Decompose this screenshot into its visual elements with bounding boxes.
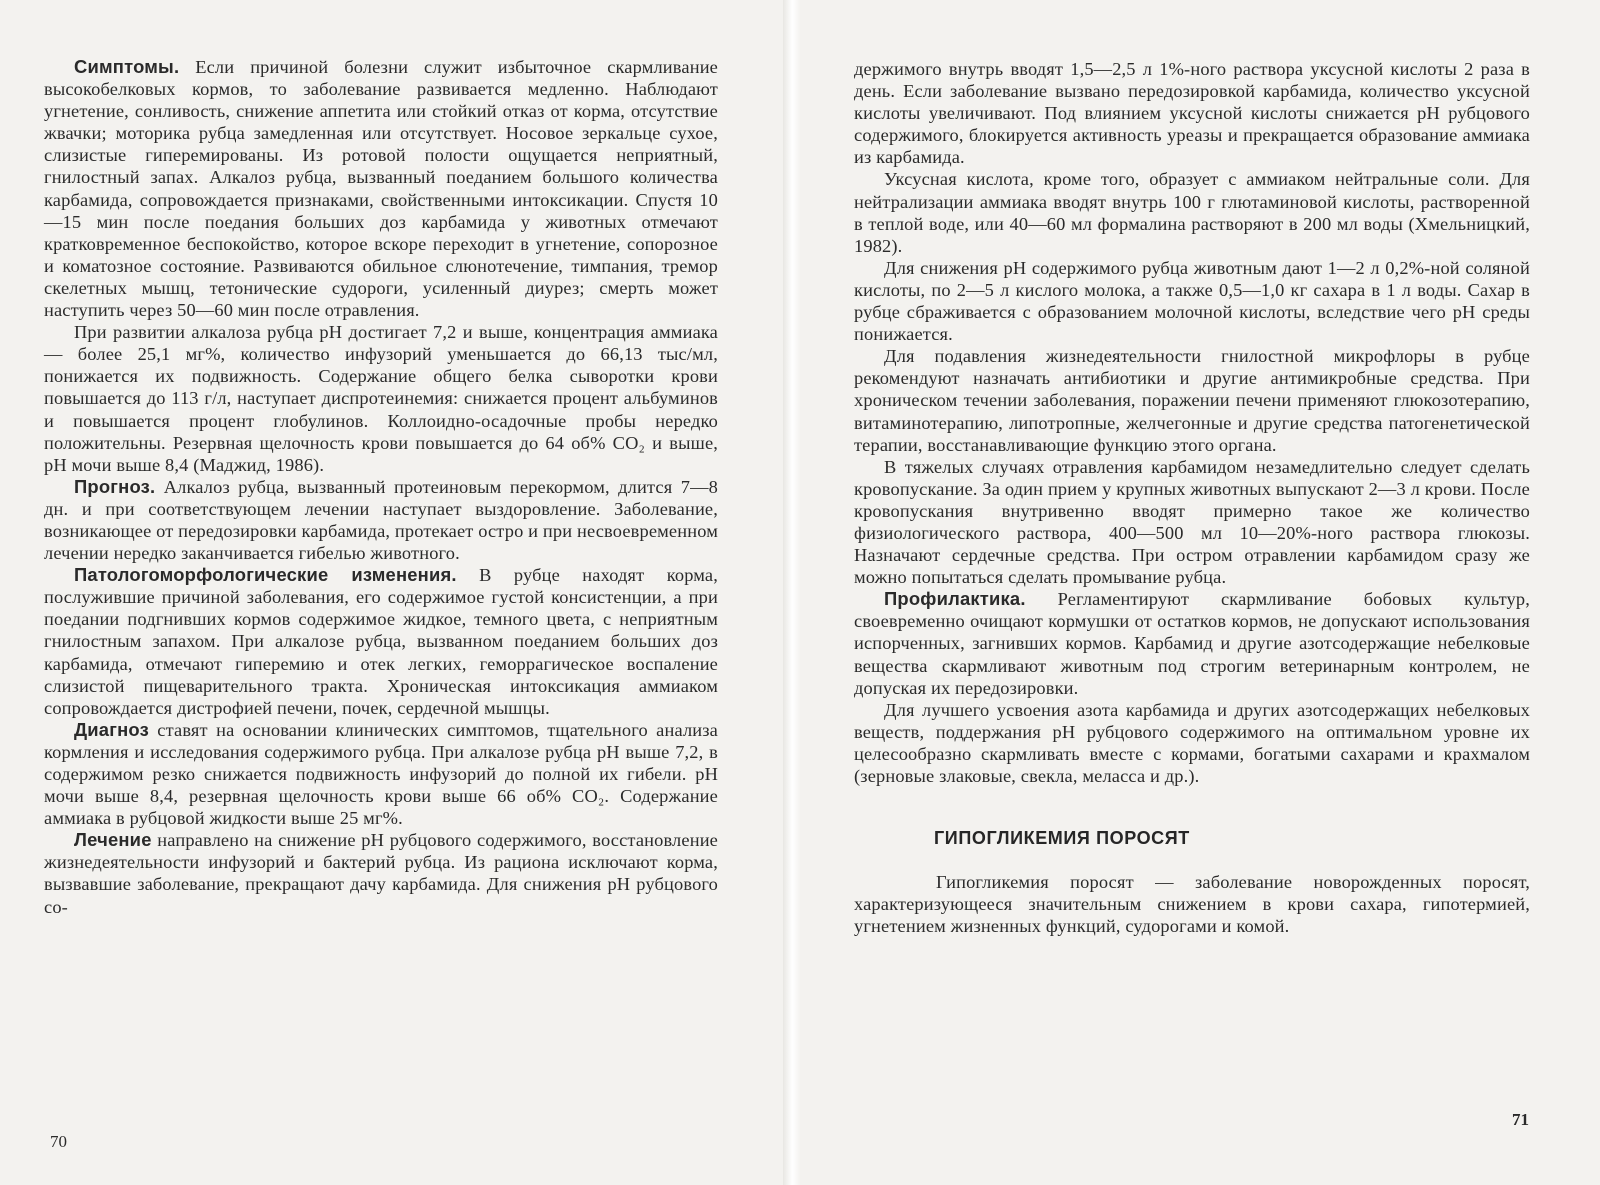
paragraph-text: В рубце находят корма, послужившие причиной заболевания, его содержимое густой консистенции, а при поедании подгнивших кормов содержимое жидкое, темного цвета, с неприятным гнилостным запахом. При алкалозе рубца, вызванном поеданием больших доз карбамида, отмечают гиперемию и отек легких, геморрагическое воспаление слизистой пищеварительного тракта. Хроническая интоксикация аммиаком сопровождается дистрофией печени, почек, сердечной мышцы.: [44, 565, 718, 718]
paragraph-text: Регламентируют скармливание бобовых культур, своевременно очищают кормушки от остатков кормов, не допускают использования испорченных, загнивших кормов. Карбамид и другие азотсодержащие небелковые вещества скармливают животным под строгим ветеринарным контролем, не допуская их передозировки.: [854, 589, 1530, 698]
page-number-left: 70: [50, 1132, 67, 1151]
paragraph-text: Если причиной болезни служит избыточное скармливание высокобелковых кормов, то заболевание развивается медленно. Наблюдают угнетение, сонливость, снижение аппетита или стойкий отказ от корма, отсутствие жвачки; моторика рубца замедленная или отсутствует. Носовое зеркальце сухое, слизистые гиперемированы. Из ротовой полости ощущается неприятный, гнилостный запах. Алкалоз рубца, вызванный поеданием большого количества карбамида, сопровождается признаками, свойственными интоксикации. Спустя 10—15 мин после поедания больших доз карбамида у животных отмечают кратковременное беспокойство, которое вскоре переходит в угнетение, сопорозное и коматозное состояние. Развиваются обильное слюнотечение, тимпания, тремор скелетных мышц, тетонические судороги, усиленный диурез; смерть может наступить через 50—60 мин после отравления.: [44, 57, 718, 321]
paragraph-text: держимого внутрь вводят 1,5—2,5 л 1%-ного раствора уксусной кислоты 2 раза в день. Если заболевание вызвано передозировкой карбамида, количество уксусной кислоты увеличивают. Под влиянием уксусной кислоты снижается pH рубцового содержимого, блокируется активность уреазы и прекращается образование аммиака из карбамида.: [854, 59, 1530, 168]
paragraph-text: Уксусная кислота, кроме того, образует с аммиаком нейтральные соли. Для нейтрализации аммиака вводят внутрь 100 г глютаминовой кислоты, растворенной в теплой воде, или 40—60 мл формалина растворяют в 200 мл воды (Хмельницкий, 1982).: [854, 169, 1530, 256]
paragraph-text: В тяжелых случаях отравления карбамидом незамедлительно следует сделать кровопускание. За один прием у крупных животных выпускают 2—3 л крови. После кровопускания внутривенно вводят примерно такое же количество физиологического раствора, 400—500 мл 10—20%-ного раствора глюкозы. Назначают сердечные средства. При остром отравлении карбамидом сразу же можно попытаться сделать промывание рубца.: [854, 456, 1530, 588]
paragraph-acetic-acid: [854, 168, 1530, 256]
paragraph-treatment: [44, 829, 718, 917]
paragraph-microflora: [854, 345, 1530, 455]
paragraph-diagnosis: [44, 719, 718, 829]
paragraph-text: При развитии алкалоза рубца pH достигает 7,2 и выше, концентрация аммиака — более 25,1 мг%, количество инфузорий уменьшается до 66,13 тыс/мл, понижается их подвижность. Содержание общего белка сыворотки крови повышается до 113 г/л, наступает диспротеинемия: снижается процент альбуминов и повышается процент глобулинов. Коллоидно-осадочные пробы нередко положительны. Резервная щелочность крови повышается до 64 об% CO₂ и выше, pH мочи выше 8,4 (Маджид, 1986).: [44, 322, 718, 475]
book-gutter: [783, 0, 800, 1185]
lead-pathology: Патологоморфологические изменения.: [74, 564, 457, 586]
paragraph-text: ставят на основании клинических симптомов, тщательного анализа кормления и исследования содержимого рубца. При алкалозе рубца pH выше 7,2, в содержимом резко снижается подвижность инфузорий до полной их гибели. pH мочи выше 8,4, резервная щелочность крови выше 66 об% CO₂. Содержание аммиака в рубцовой жидкости выше 25 мг%.: [44, 719, 718, 829]
paragraph-text: Алкалоз рубца, вызванный протеиновым перекормом, длится 7—8 дн. и при соответствующем лечении наступает выздоровление. Заболевание, возникающее от передозировки карбамида, протекает остро и при несвоевременном лечении нередко заканчивается гибелью животного.: [44, 476, 718, 564]
paragraph-nitrogen: [854, 699, 1530, 787]
paragraph-prognosis: [44, 476, 718, 564]
paragraph-text: Для подавления жизнедеятельности гнилостной микрофлоры в рубце рекомендуют назначать антибиотики и другие антимикробные средства. При хроническом течении заболевания, поражении печени применяют глюкозотерапию, витаминотерапию, липотропные, желчегонные и другие средства патогенетической терапии, восстанавливающие функцию этого органа.: [854, 346, 1530, 455]
paragraph-pathology: [44, 564, 718, 719]
lead-symptoms: Симптомы.: [74, 56, 180, 77]
right-page-text: [854, 58, 1530, 937]
left-page-text: [44, 56, 718, 918]
paragraph-text: Для лучшего усвоения азота карбамида и других азотсодержащих небелковых веществ, поддержания pH рубцового содержимого на оптимальном уровне их целесообразно скармливать вместе с кормами, богатыми сахарами и крахмалом (зерновые злаковые, свекла, меласса и др.).: [854, 699, 1530, 786]
paragraph-symptoms: [44, 56, 718, 321]
lead-treatment: Лечение: [74, 829, 152, 851]
section-intro: Гипогликемия поросят — заболевание новорожденных поросят, характеризующееся значительным снижением в крови сахара, гипотермией, угнетением жизненных функций, судорогами и комой.: [854, 872, 1530, 937]
paragraph-text: направлено на снижение pH рубцового содержимого, восстановление жизнедеятельности инфузорий и бактерий рубца. Из рациона исключают корма, вызвавшие заболевание, прекращают дачу карбамида. Для снижения pH рубцового со-: [44, 830, 718, 917]
right-page: [800, 0, 1600, 1185]
lead-prognosis: Прогноз.: [74, 475, 156, 497]
lead-diagnosis: Диагноз: [74, 718, 149, 740]
paragraph-prevention: [854, 588, 1530, 698]
section-heading: ГИПОГЛИКЕМИЯ ПОРОСЯТ: [934, 828, 1190, 849]
paragraph-bloodletting: [854, 456, 1530, 589]
paragraph-alkalosis-values: [44, 321, 718, 476]
paragraph-continuation: [854, 58, 1530, 168]
paragraph-text: Для снижения pH содержимого рубца животным дают 1—2 л 0,2%-ной соляной кислоты, по 2—5 л кислого молока, а также 0,5—1,0 кг сахара в 1 л воды. Сахар в рубце сбраживается с образованием молочной кислоты, вследствие чего pH среды понижается.: [854, 257, 1530, 345]
lead-prevention: Профилактика.: [884, 588, 1026, 610]
page-number-right: 71: [1512, 1110, 1529, 1129]
left-page: [0, 0, 783, 1185]
paragraph-ph-reduction: [854, 257, 1530, 345]
